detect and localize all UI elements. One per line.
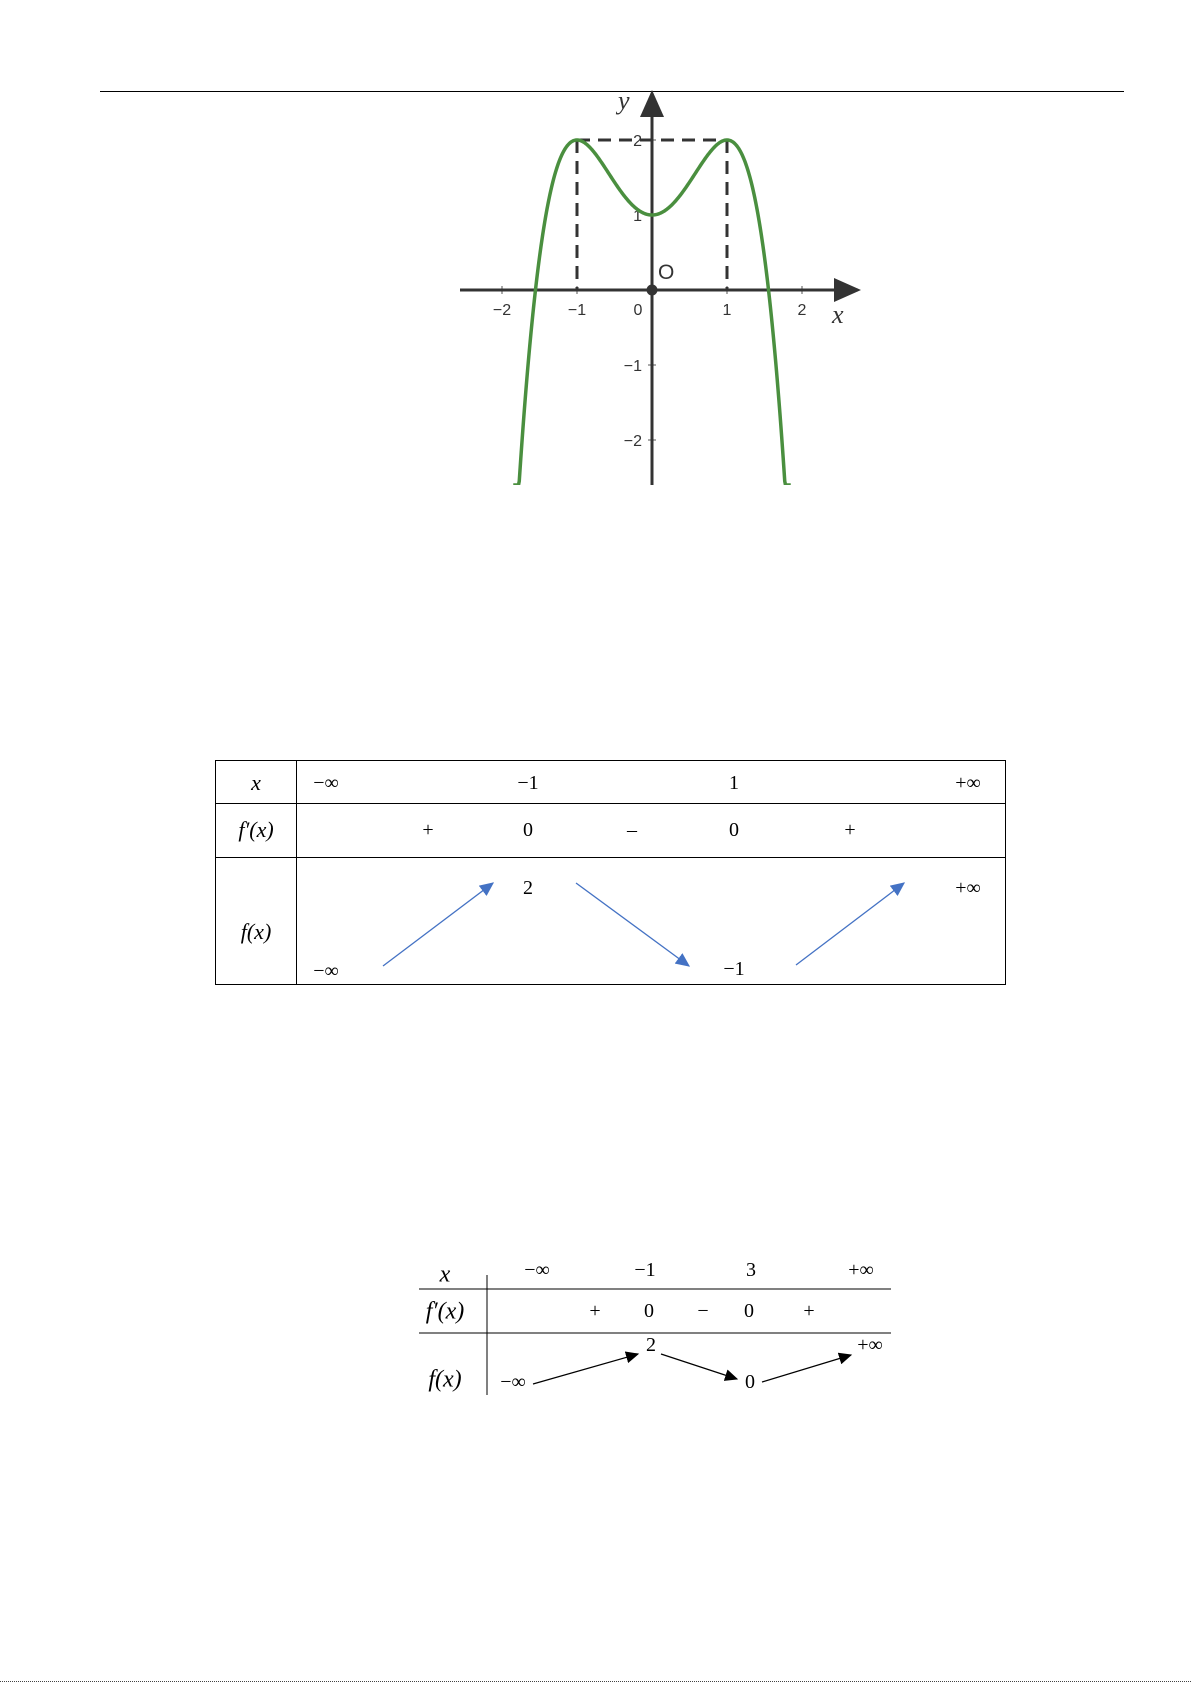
row-label-f: f(x) — [428, 1366, 462, 1393]
variation-table-2 — [415, 1255, 895, 1405]
arrow-increase — [796, 883, 904, 965]
x-value: −1 — [517, 772, 539, 794]
x-tick-label: 2 — [797, 302, 807, 319]
x-tick-label: −1 — [567, 302, 587, 319]
arrow-increase — [533, 1354, 638, 1384]
f-value: +∞ — [955, 877, 981, 899]
x-axis-label: x — [832, 300, 844, 329]
row-label-fprime: f′(x) — [238, 817, 274, 842]
y-tick-label: 1 — [633, 208, 642, 225]
variation-arrows-1 — [216, 761, 1007, 986]
x-value: −∞ — [524, 1259, 550, 1281]
x-value: 3 — [746, 1259, 756, 1281]
x-tick-label: −2 — [492, 302, 512, 319]
x-value: 1 — [729, 772, 739, 794]
f-value: −1 — [723, 958, 745, 980]
x-value: −1 — [634, 1259, 656, 1281]
row-label-x: x — [439, 1261, 451, 1288]
sign: + — [589, 1300, 601, 1322]
y-axis-label: y — [618, 86, 630, 115]
variation-table-1 — [215, 760, 1006, 985]
x-tick-label: 0 — [633, 302, 643, 319]
row-label-fprime: f′(x) — [425, 1298, 465, 1325]
sign: + — [422, 819, 434, 841]
x-value: −∞ — [313, 772, 339, 794]
footer-rule — [0, 1681, 1191, 1682]
sign: 0 — [729, 819, 739, 841]
f-value: 2 — [523, 877, 533, 899]
x-value: +∞ — [955, 772, 981, 794]
y-tick-label: 2 — [633, 133, 642, 150]
sign: + — [803, 1300, 815, 1322]
arrow-decrease — [576, 883, 689, 966]
sign: + — [844, 819, 856, 841]
x-tick-label: 1 — [722, 302, 732, 319]
sign: − — [697, 1300, 709, 1322]
sign: 0 — [644, 1300, 654, 1322]
sign: 0 — [523, 819, 533, 841]
y-tick-label: −2 — [623, 433, 642, 450]
function-graph — [450, 85, 870, 485]
f-value: 2 — [646, 1334, 656, 1356]
f-value: −∞ — [500, 1371, 526, 1393]
row-label-x: x — [251, 770, 261, 795]
sign: 0 — [744, 1300, 754, 1322]
sign: – — [627, 819, 637, 841]
arrow-increase — [383, 883, 493, 966]
row-label-f: f(x) — [240, 919, 272, 944]
arrow-increase — [762, 1355, 851, 1382]
f-value: 0 — [745, 1371, 755, 1393]
y-tick-label: −1 — [623, 358, 642, 375]
origin-label: O — [658, 261, 675, 284]
x-value: +∞ — [848, 1259, 874, 1281]
f-value: −∞ — [313, 960, 339, 982]
f-value: +∞ — [857, 1334, 883, 1356]
origin-point — [647, 285, 658, 296]
arrow-decrease — [661, 1354, 737, 1379]
